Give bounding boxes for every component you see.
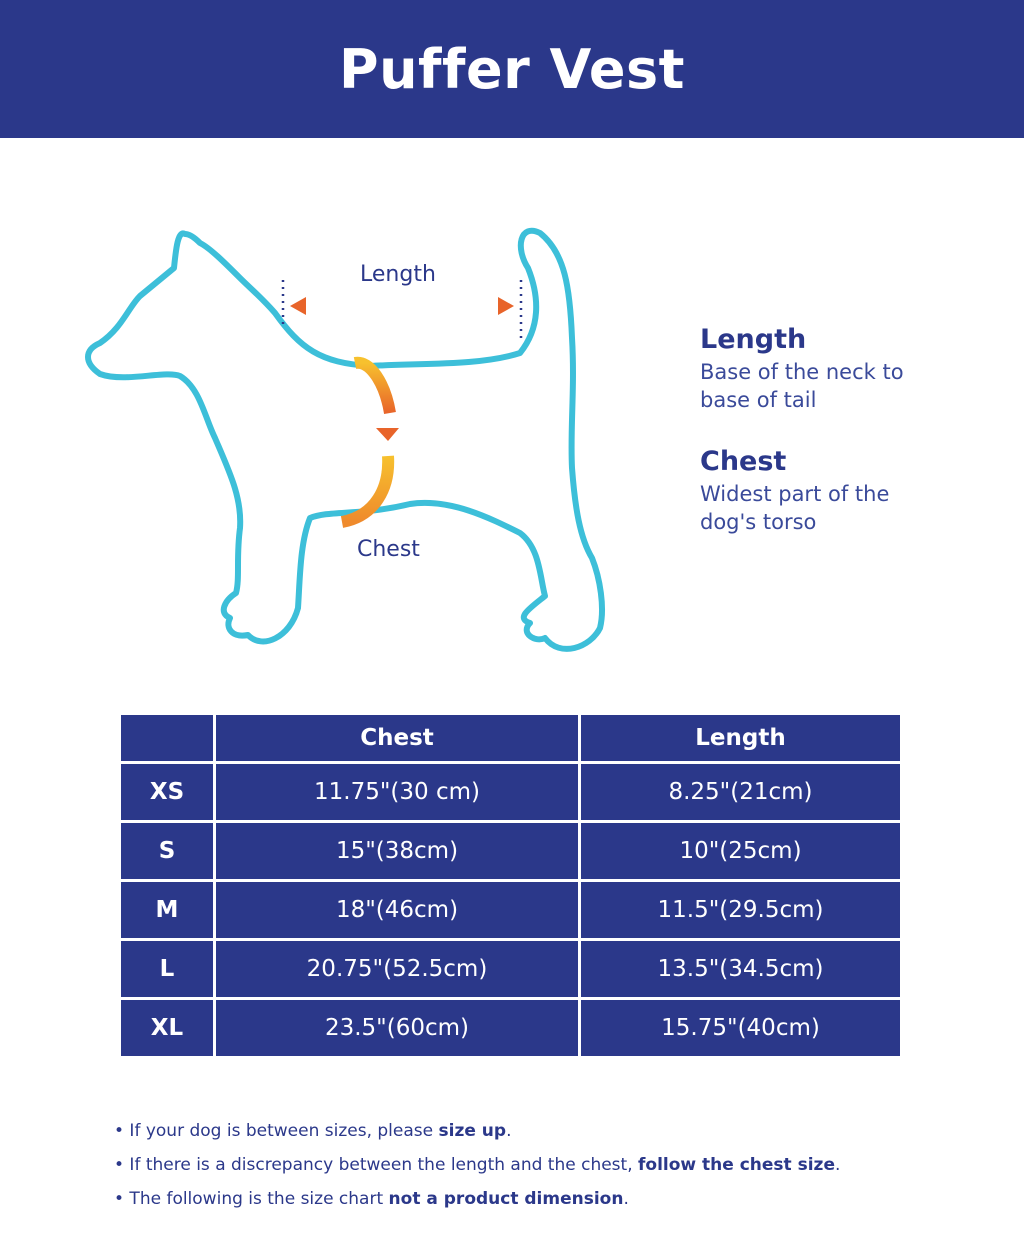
size-cell: M <box>121 882 213 938</box>
length-cell: 8.25"(21cm) <box>581 764 900 820</box>
note-item <box>114 1150 974 1184</box>
table-row <box>121 764 900 820</box>
size-cell: XL <box>121 1000 213 1056</box>
legend-length <box>700 322 1000 414</box>
legend-chest <box>700 444 1000 536</box>
title-banner <box>0 0 1024 138</box>
chest-band-upper <box>355 363 390 413</box>
size-chart-table <box>118 712 903 1059</box>
legend-term: Chest <box>700 446 787 477</box>
table-row <box>121 882 900 938</box>
header-chest: Chest <box>216 715 578 761</box>
note-text: • If your dog is between sizes, please <box>114 1121 439 1141</box>
note-item <box>114 1116 974 1150</box>
chest-arrow-head <box>376 428 399 441</box>
sizing-notes <box>114 1116 974 1218</box>
chest-cell: 18"(46cm) <box>216 882 578 938</box>
length-arrow-left-head <box>290 297 306 315</box>
table-row <box>121 823 900 879</box>
page-title: Puffer Vest <box>339 37 685 101</box>
measurement-legend <box>700 322 1000 566</box>
chest-cell: 23.5"(60cm) <box>216 1000 578 1056</box>
note-text: • If there is a discrepancy between the length and the chest, <box>114 1155 639 1175</box>
header-length: Length <box>581 715 900 761</box>
legend-description: Widest part of the dog's torso <box>700 482 890 534</box>
chest-cell: 11.75"(30 cm) <box>216 764 578 820</box>
table-row <box>121 1000 900 1056</box>
chest-cell: 20.75"(52.5cm) <box>216 941 578 997</box>
dog-outline <box>88 231 602 649</box>
diagram-chest-label: Chest <box>357 537 420 562</box>
size-cell: S <box>121 823 213 879</box>
size-cell: L <box>121 941 213 997</box>
table-header-row <box>121 715 900 761</box>
legend-description: Base of the neck to base of tail <box>700 360 904 412</box>
note-item <box>114 1184 974 1218</box>
length-arrow-right-head <box>498 297 514 315</box>
note-suffix: . <box>506 1121 512 1141</box>
note-suffix: . <box>834 1155 841 1175</box>
length-cell: 15.75"(40cm) <box>581 1000 900 1056</box>
length-cell: 13.5"(34.5cm) <box>581 941 900 997</box>
header-size <box>121 715 213 761</box>
diagram-length-label: Length <box>360 262 436 287</box>
length-cell: 11.5"(29.5cm) <box>581 882 900 938</box>
note-emphasis: size up <box>438 1121 507 1141</box>
length-cell: 10"(25cm) <box>581 823 900 879</box>
legend-term: Length <box>700 324 807 355</box>
note-emphasis: not a product dimension <box>388 1189 624 1209</box>
size-cell: XS <box>121 764 213 820</box>
table-row <box>121 941 900 997</box>
note-suffix: . <box>623 1189 629 1209</box>
note-emphasis: follow the chest size <box>638 1155 835 1175</box>
note-text: • The following is the size chart <box>114 1189 389 1209</box>
chest-cell: 15"(38cm) <box>216 823 578 879</box>
